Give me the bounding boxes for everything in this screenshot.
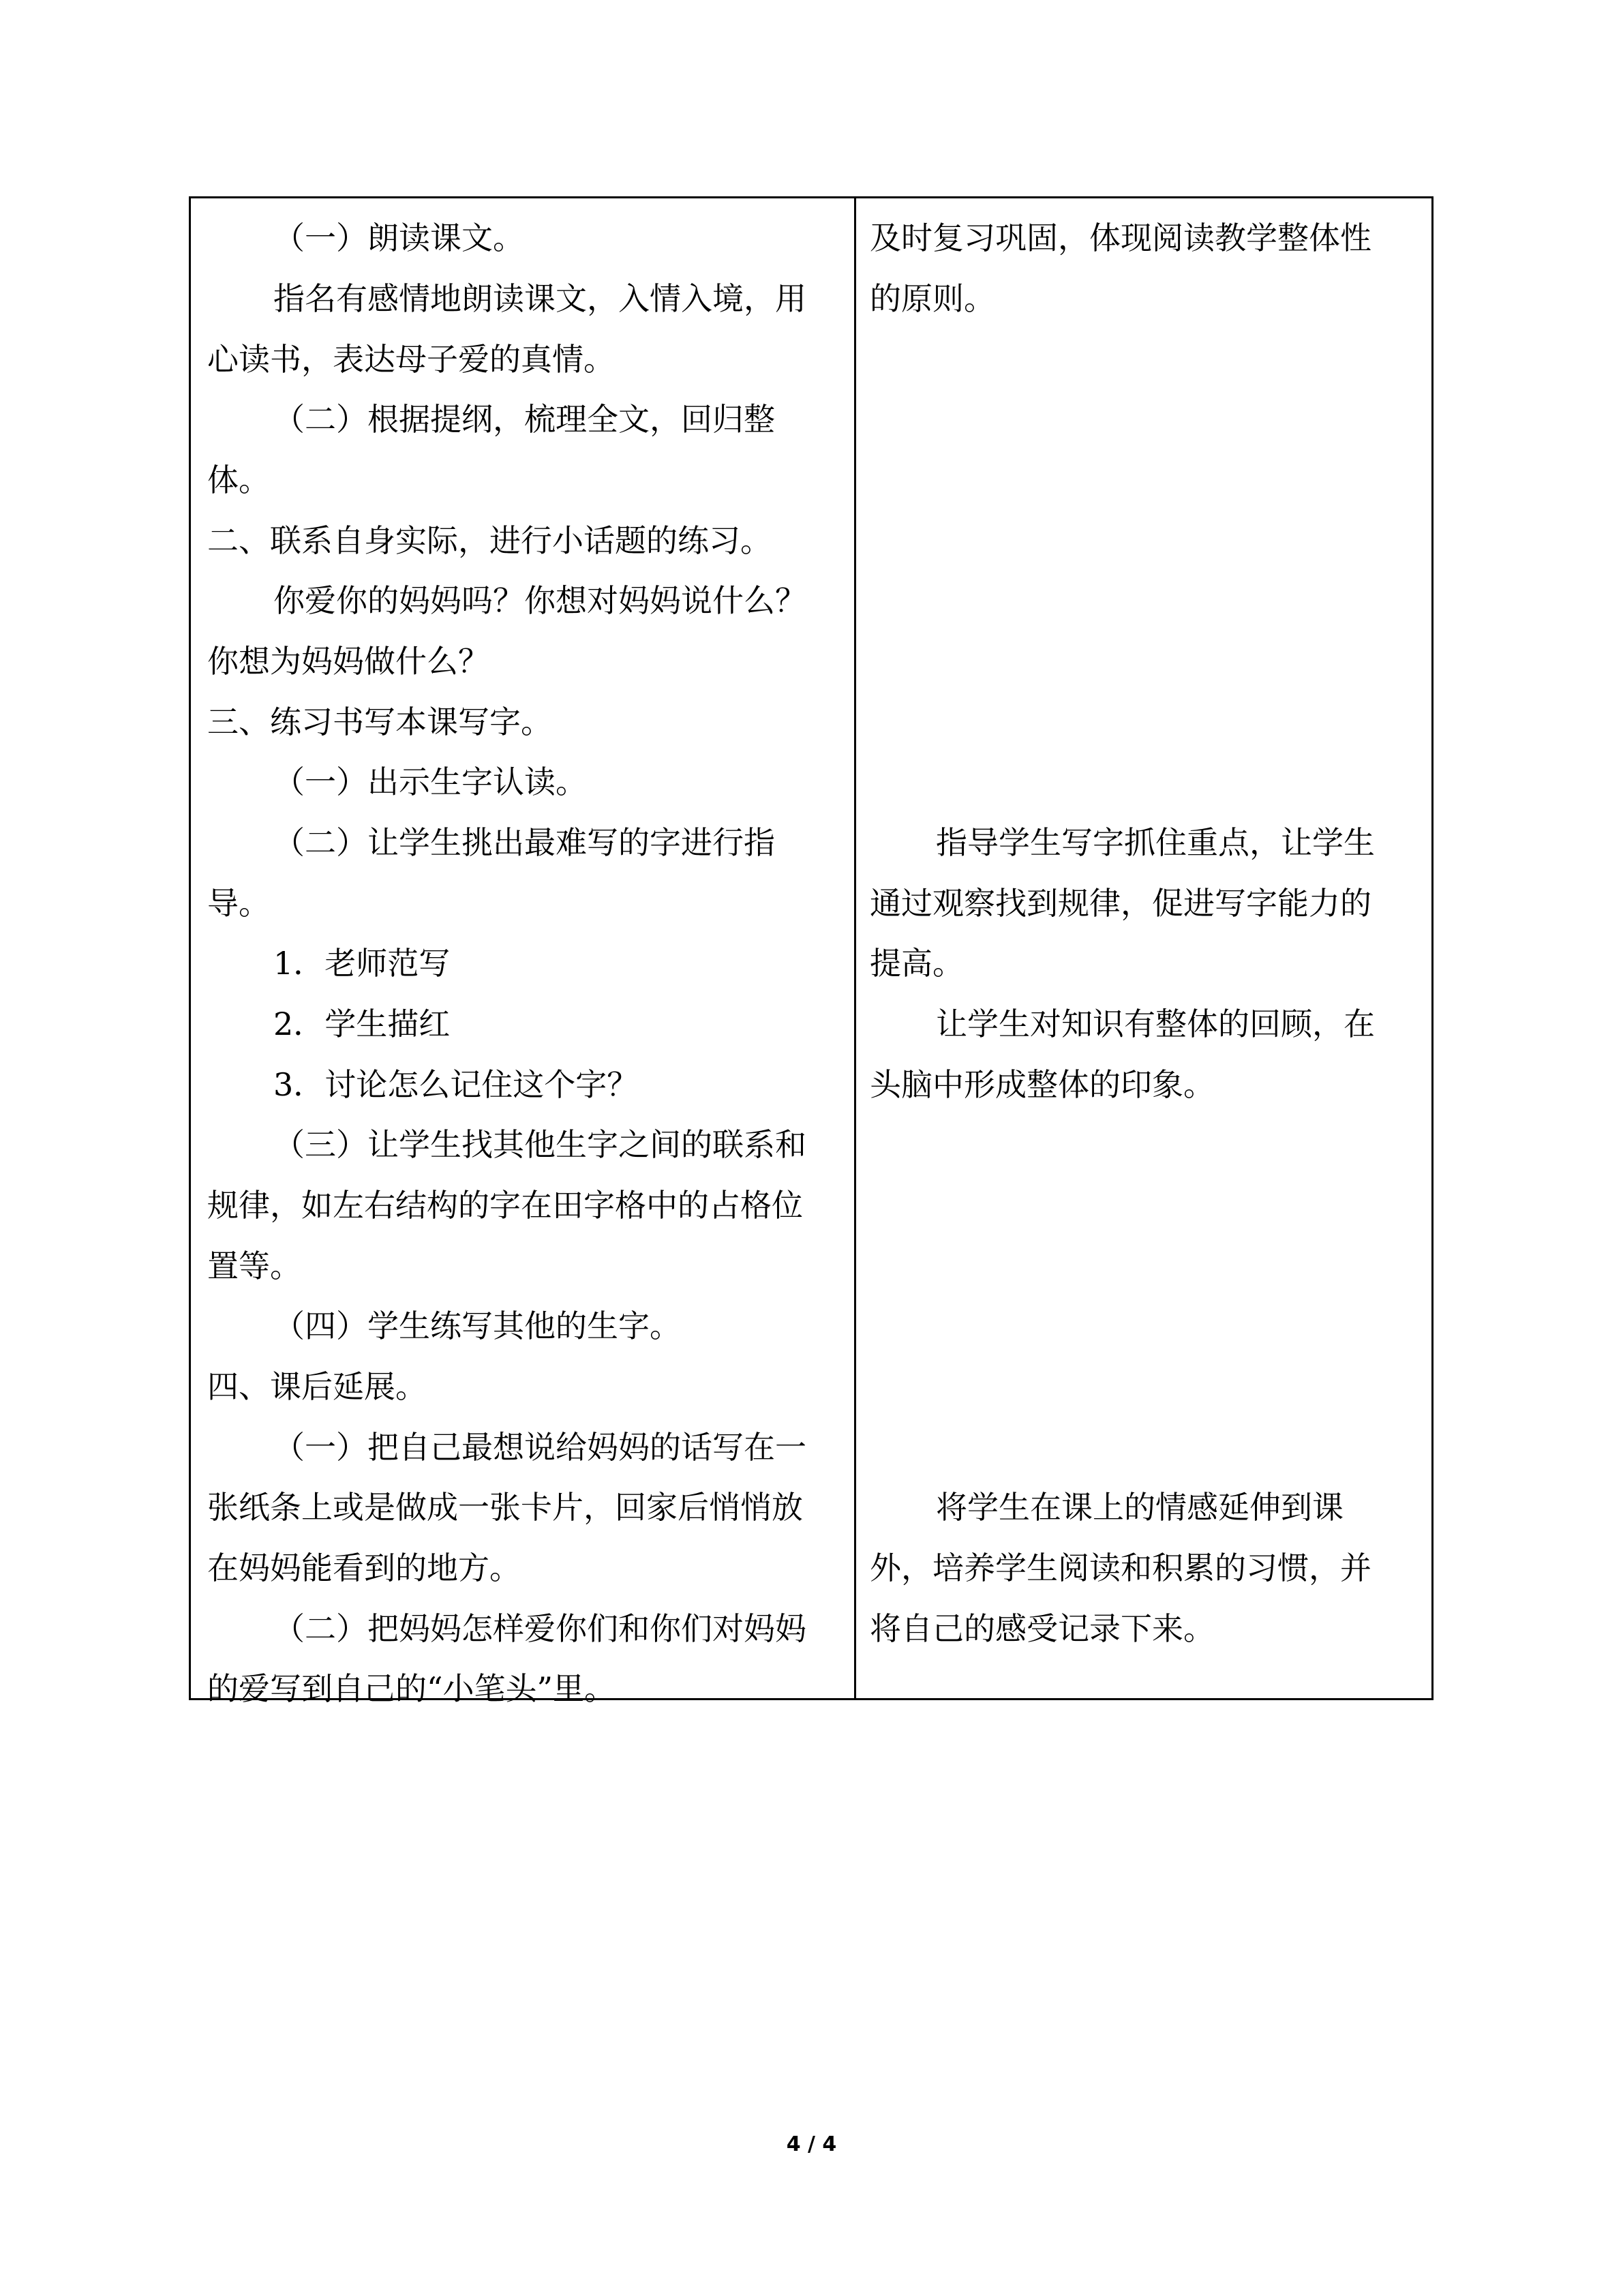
- text-line: 张纸条上或是做成一张卡片，回家后悄悄放: [207, 1489, 803, 1526]
- text-line: 规律，如左右结构的字在田字格中的占格位: [207, 1187, 803, 1224]
- list-item: 3．讨论怎么记住这个字？: [273, 1066, 639, 1103]
- list-item: 1．老师范写: [273, 945, 451, 982]
- text-line: 的原则。: [870, 280, 995, 317]
- text-line: （三）让学生找其他生字之间的联系和: [273, 1126, 806, 1163]
- section-heading: 四、课后延展。: [207, 1368, 427, 1405]
- text-line: （四）学生练写其他的生字。: [273, 1308, 681, 1344]
- text-line: 将学生在课上的情感延伸到课: [936, 1489, 1344, 1526]
- text-line: 心读书，表达母子爱的真情。: [207, 341, 615, 378]
- teaching-process-column: [191, 198, 856, 1707]
- text-line: 头脑中形成整体的印象。: [870, 1066, 1215, 1103]
- text-line: （二）根据提纲，梳理全文，回归整: [273, 401, 775, 438]
- section-heading: 三、练习书写本课写字。: [207, 704, 552, 740]
- design-intent-column: [856, 198, 1431, 1698]
- list-item: 2．学生描红: [273, 1006, 451, 1042]
- text-line: 导。: [207, 885, 270, 922]
- text-line: 你想为妈妈做什么？: [207, 643, 489, 680]
- text-line: 置等。: [207, 1248, 301, 1284]
- text-line: 指导学生写字抓住重点，让学生: [936, 824, 1375, 861]
- lesson-plan-table: [189, 196, 1434, 1707]
- text-line: （二）把妈妈怎样爱你们和你们对妈妈: [273, 1610, 806, 1647]
- page-number: 4 / 4: [786, 2132, 837, 2156]
- text-line: 让学生对知识有整体的回顾，在: [936, 1006, 1375, 1042]
- text-line: （二）让学生挑出最难写的字进行指: [273, 824, 775, 861]
- text-line: 你爱你的妈妈吗？你想对妈妈说什么？: [273, 582, 806, 619]
- text-line: 体。: [207, 462, 270, 498]
- text-line: 的爱写到自己的“小笔头”里。: [207, 1670, 616, 1707]
- text-line: 指名有感情地朗读课文，入情入境，用: [273, 280, 806, 317]
- text-line: 在妈妈能看到的地方。: [207, 1550, 521, 1586]
- text-line: 通过观察找到规律，促进写字能力的: [870, 885, 1371, 922]
- text-line: 提高。: [870, 945, 964, 982]
- text-line: （一）朗读课文。: [273, 220, 524, 256]
- section-heading: 二、联系自身实际，进行小话题的练习。: [207, 522, 772, 559]
- text-line: 及时复习巩固，体现阅读教学整体性: [870, 220, 1371, 256]
- text-line: （一）把自己最想说给妈妈的话写在一: [273, 1429, 806, 1466]
- text-line: （一）出示生字认读。: [273, 764, 587, 800]
- text-line: 外，培养学生阅读和积累的习惯，并: [870, 1550, 1371, 1586]
- text-line: 将自己的感受记录下来。: [870, 1610, 1215, 1647]
